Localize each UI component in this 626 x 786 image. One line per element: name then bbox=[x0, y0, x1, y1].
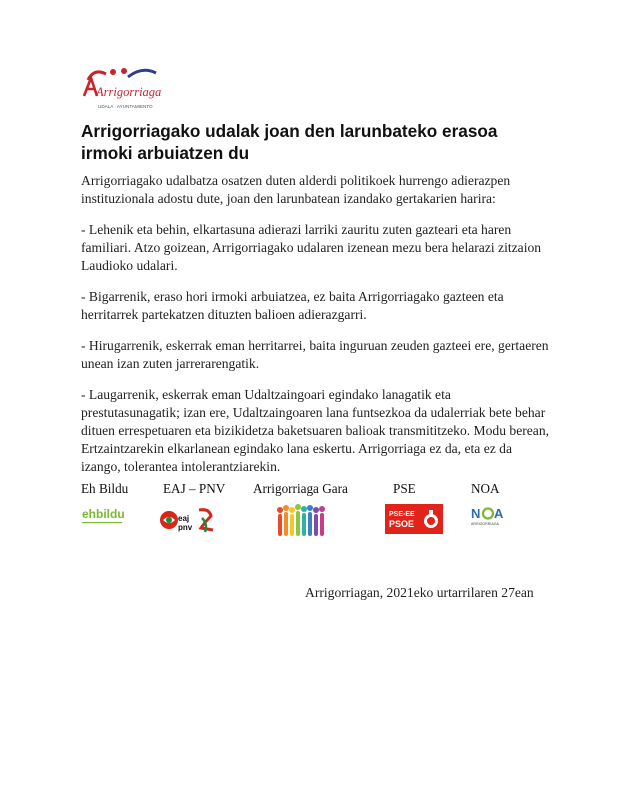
svg-text:eaj: eaj bbox=[178, 514, 190, 523]
paragraph-intro: Arrigorriagako udalbatza osatzen duten alderdi politikoek hurrengo adierazpen instituzionala adostu dute, joan den larunbatean izandako gertakarien harira: bbox=[81, 173, 511, 206]
party-pse bbox=[389, 480, 416, 529]
party-eh-bildu bbox=[81, 480, 129, 521]
logo-subtext: UDALA · AYUNTAMIENTO bbox=[98, 104, 153, 109]
party-name: EAJ – PNV bbox=[163, 481, 226, 496]
paragraph-fourth: - Laugarrenik, eskerrak eman Udaltzaingoari egindako lanagatik eta prestutasunagatik; izan ere, Udaltzaingoaren lana funtsezkoa da udalerriak bete behar dituen errespetuaren eta bizikidetza baketsuaren balioak transmititzeko. Modu berean, Ertzaintzarekin elkarlanean egindako lana eskertu. Arrigorriaga ez da, eta ez da izango, tolerantea intolerantziarekin. bbox=[81, 387, 550, 474]
party-name: PSE bbox=[393, 481, 416, 496]
party-name: Arrigorriaga Gara bbox=[253, 481, 348, 496]
eaj-pnv-logo-icon bbox=[157, 504, 219, 538]
party-eaj-pnv bbox=[163, 480, 226, 532]
svg-text:N: N bbox=[471, 506, 481, 521]
arrigorriaga-logo-icon bbox=[80, 64, 162, 114]
svg-text:PSOE: PSOE bbox=[389, 519, 415, 529]
statement-body bbox=[81, 172, 551, 489]
svg-text:ARRIGORRIAGA: ARRIGORRIAGA bbox=[471, 522, 499, 526]
party-name: NOA bbox=[471, 481, 500, 496]
party-name: Eh Bildu bbox=[81, 481, 129, 496]
date-place: Arrigorriagan, 2021eko urtarrilaren 27ean bbox=[305, 585, 534, 600]
arrigorriaga-gara-logo-icon bbox=[277, 504, 327, 538]
municipality-logo bbox=[80, 64, 162, 114]
logo-wordmark: Arrigorriaga bbox=[96, 85, 162, 99]
paragraph-first: - Lehenik eta behin, elkartasuna adierazi larriki zauritu zuten gazteari eta haren familiari. Atzo goizean, Arrigorriagako udalaren izenean mezu bera helarazi zitzaion Laudioko udalari. bbox=[81, 222, 542, 273]
party-noa bbox=[471, 480, 504, 526]
svg-text:PSE-EE: PSE-EE bbox=[389, 511, 415, 518]
party-arrigorriaga-gara bbox=[253, 480, 348, 498]
party-signatures bbox=[81, 480, 551, 540]
svg-text:ehbildu: ehbildu bbox=[82, 507, 125, 521]
eh-bildu-logo-icon bbox=[81, 504, 125, 528]
page-title: Arrigorriagako udalak joan den larunbateko erasoa irmoki arbuiatzen du bbox=[81, 121, 498, 163]
svg-text:pnv: pnv bbox=[178, 523, 193, 532]
noa-logo-icon bbox=[471, 504, 511, 528]
pse-logo-icon bbox=[385, 504, 443, 536]
paragraph-third: - Hirugarrenik, eskerrak eman herritarrei, baita inguruan zeuden gazteei ere, gertaeren unean izan zuten jarrerarengatik. bbox=[81, 338, 549, 371]
svg-text:A: A bbox=[494, 506, 504, 521]
paragraph-second: - Bigarrenik, eraso hori irmoki arbuiatzea, ez baita Arrigorriagako gazteen eta herritarrek partekatzen dituzten balioen adierazgarri. bbox=[81, 289, 504, 322]
